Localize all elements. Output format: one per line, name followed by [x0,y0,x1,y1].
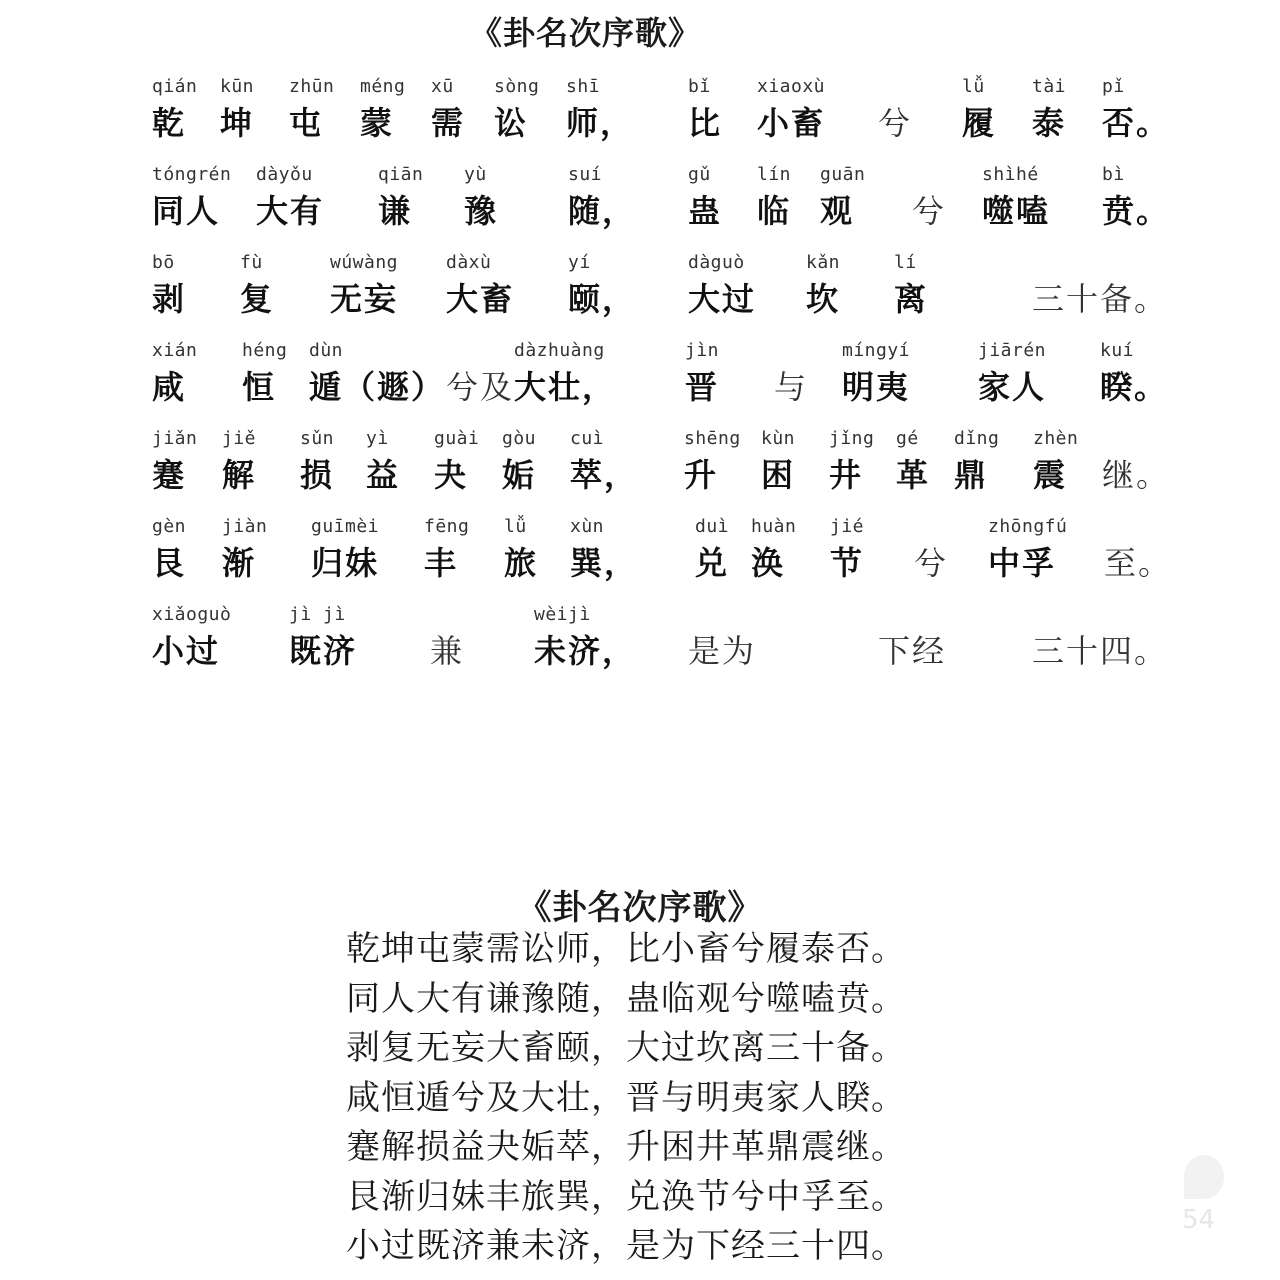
pinyin-label: lǚ [504,516,527,537]
pinyin-label: tóngrén [152,164,232,185]
hanzi-text: 小过 [152,632,221,670]
hanzi-text: 颐， [568,280,637,318]
hanzi-text: 至。 [1104,544,1173,582]
pinyin-label: jǐng [829,428,875,449]
watermark-logo-icon [1184,1155,1224,1199]
hanzi-text: 革 [896,456,931,494]
pinyin-label: kǎn [806,252,841,273]
hanzi-text: 同人 [152,192,221,230]
pinyin-label: xián [152,340,198,361]
hanzi-text: 丰 [424,544,459,582]
pinyin-label: zhūn [289,76,335,97]
pinyin-label: pǐ [1102,76,1125,97]
hanzi-text: 鼎 [954,456,989,494]
pinyin-label: tài [1032,76,1067,97]
pinyin-label: jié [830,516,865,537]
pinyin-label: guīmèi [311,516,380,537]
pinyin-label: dàxù [446,252,492,273]
hanzi-text: 益 [366,456,401,494]
pinyin-label: míngyí [842,340,911,361]
verse-line: 蹇解损益夬姤萃，升困井革鼎震继。 [346,1127,906,1167]
hanzi-text: 坎 [806,280,841,318]
hanzi-text: 艮 [152,544,187,582]
hanzi-text: 家人 [978,368,1047,406]
pinyin-label: gèn [152,516,187,537]
hanzi-text: 比 [688,104,723,142]
hanzi-text: 屯 [289,104,324,142]
hanzi-text: 巽， [570,544,639,582]
pinyin-label: sòng [494,76,540,97]
hanzi-text: 震 [1033,456,1068,494]
pinyin-label: kuí [1100,340,1135,361]
pinyin-label: héng [242,340,288,361]
pinyin-label: huàn [751,516,797,537]
pinyin-label: qián [152,76,198,97]
hanzi-text: 兑 [695,544,730,582]
hanzi-text: 井 [829,456,864,494]
hanzi-text: 否。 [1102,104,1171,142]
watermark [1178,1155,1238,1235]
hanzi-text: 困 [761,456,796,494]
hanzi-text: 三十四。 [1032,632,1169,670]
hanzi-text: 姤 [502,456,537,494]
hanzi-text: 咸 [152,368,187,406]
pinyin-label: sǔn [300,428,335,449]
pinyin-label: wúwàng [330,252,399,273]
pinyin-label: zhōngfú [988,516,1068,537]
verse-line: 艮渐归妹丰旅巽，兑涣节兮中孚至。 [346,1176,906,1217]
hanzi-text: 师， [566,104,635,142]
verse-line: 小过既济兼未济，是为下经三十四。 [346,1226,906,1266]
hanzi-text: 旅 [504,544,539,582]
hanzi-text: 小畜 [757,104,826,142]
hanzi-text: 中孚 [988,544,1057,582]
verse-line: 剥复无妄大畜颐，大过坎离三十备。 [346,1028,906,1068]
hanzi-text: 损 [300,456,335,494]
hanzi-text: 既济 [289,632,358,670]
hanzi-text: 节 [830,544,865,582]
hanzi-text: 蛊 [688,192,723,230]
pinyin-label: suí [568,164,603,185]
hanzi-text: 临 [757,192,792,230]
pinyin-label: jiǎn [152,428,198,449]
hanzi-text: 夬 [434,456,469,494]
pinyin-label: jì jì [289,604,346,625]
pinyin-label: lí [894,252,917,273]
pinyin-label: fù [240,252,263,273]
hanzi-text: 贲。 [1102,192,1171,230]
pinyin-label: duì [695,516,730,537]
hanzi-text: 萃， [570,456,639,494]
pinyin-label: jìn [685,340,720,361]
pinyin-label: yì [366,428,389,449]
pinyin-label: yí [568,252,591,273]
hanzi-text: 晋 [685,368,720,406]
pinyin-label: wèijì [534,604,591,625]
pinyin-label: jiě [222,428,257,449]
pinyin-label: bǐ [688,76,711,97]
pinyin-label: kūn [220,76,255,97]
hanzi-text: 继。 [1102,456,1171,494]
pinyin-label: xiǎoguò [152,604,232,625]
hanzi-text: 大过 [688,280,757,318]
pinyin-label: xiaoxù [757,76,826,97]
hanzi-text: 谦 [378,192,413,230]
title-bottom: 《卦名次序歌》 [517,888,763,928]
plain-verse-lines [346,925,906,1272]
hanzi-text: 讼 [494,104,529,142]
hanzi-text: 渐 [222,544,257,582]
hanzi-text: 升 [684,456,719,494]
pinyin-label: qiān [378,164,424,185]
hanzi-text: 乾 [152,104,187,142]
pinyin-label: shī [566,76,601,97]
pinyin-label: jiàn [222,516,268,537]
pinyin-label: shēng [684,428,741,449]
plain-verse-section [0,880,1280,929]
hanzi-text: 睽。 [1100,368,1169,406]
pinyin-label: gé [896,428,919,449]
pinyin-label: xū [431,76,454,97]
hanzi-text: 涣 [751,544,786,582]
pinyin-label: guān [820,164,866,185]
hanzi-text: 归妹 [311,544,380,582]
hanzi-text: 解 [222,456,257,494]
hanzi-text: 豫 [464,192,499,230]
hanzi-text: 兼 [430,632,465,670]
pinyin-label: dùn [309,340,344,361]
hanzi-text: 大畜 [446,280,515,318]
hanzi-text: 是为 [688,632,757,670]
pinyin-label: gǔ [688,164,711,185]
pinyin-label: lín [757,164,792,185]
hanzi-text: 遁（遯） [309,368,446,406]
pinyin-label: zhèn [1033,428,1079,449]
pinyin-label: dǐng [954,428,1000,449]
watermark-number: 54 [1182,1205,1216,1235]
verse-line: 乾坤屯蒙需讼师，比小畜兮履泰否。 [346,929,906,969]
hanzi-text: 需 [431,104,466,142]
hanzi-text: 履 [962,104,997,142]
hanzi-text: 剥 [152,280,187,318]
title-top: 《卦名次序歌》 [470,14,702,52]
hanzi-text: 与 [774,368,809,406]
hanzi-text: 复 [240,280,275,318]
pinyin-label: cuì [570,428,605,449]
hanzi-text: 下经 [878,632,947,670]
pinyin-label: guài [434,428,480,449]
hanzi-text: 三十备。 [1032,280,1169,318]
hanzi-text: 观 [820,192,855,230]
pinyin-label: lǚ [962,76,985,97]
hanzi-text: 未济， [534,632,637,670]
hanzi-text: 离 [894,280,929,318]
hanzi-text: 泰 [1032,104,1067,142]
verse-line: 同人大有谦豫随，蛊临观兮噬嗑贲。 [346,978,906,1019]
hanzi-text: 随， [568,192,637,230]
hanzi-text: 无妄 [330,280,399,318]
pinyin-label: bì [1102,164,1125,185]
hanzi-text: 蒙 [360,104,395,142]
pinyin-label: dàyǒu [256,164,313,185]
pinyin-label: shìhé [982,164,1039,185]
pinyin-label: méng [360,76,406,97]
hanzi-text: 大有 [256,192,325,230]
pinyin-label: gòu [502,428,537,449]
hanzi-text: 蹇 [152,456,187,494]
hanzi-text: 兮 [912,192,947,230]
pinyin-label: bō [152,252,175,273]
hanzi-text: 坤 [220,104,255,142]
pinyin-label: kùn [761,428,796,449]
hanzi-text: 恒 [242,368,277,406]
pinyin-label: yù [464,164,487,185]
hanzi-text: 大壮， [514,368,617,406]
pinyin-label: dàguò [688,252,745,273]
hanzi-text: 兮及 [446,368,515,406]
hanzi-text: 明夷 [842,368,911,406]
hanzi-text: 兮 [878,104,913,142]
hanzi-text: 噬嗑 [982,192,1051,230]
pinyin-label: fēng [424,516,470,537]
verse-line: 咸恒遁兮及大壮，晋与明夷家人睽。 [346,1077,906,1118]
hanzi-text: 兮 [914,544,949,582]
pinyin-label: dàzhuàng [514,340,605,361]
pinyin-label: xùn [570,516,605,537]
pinyin-label: jiārén [978,340,1047,361]
